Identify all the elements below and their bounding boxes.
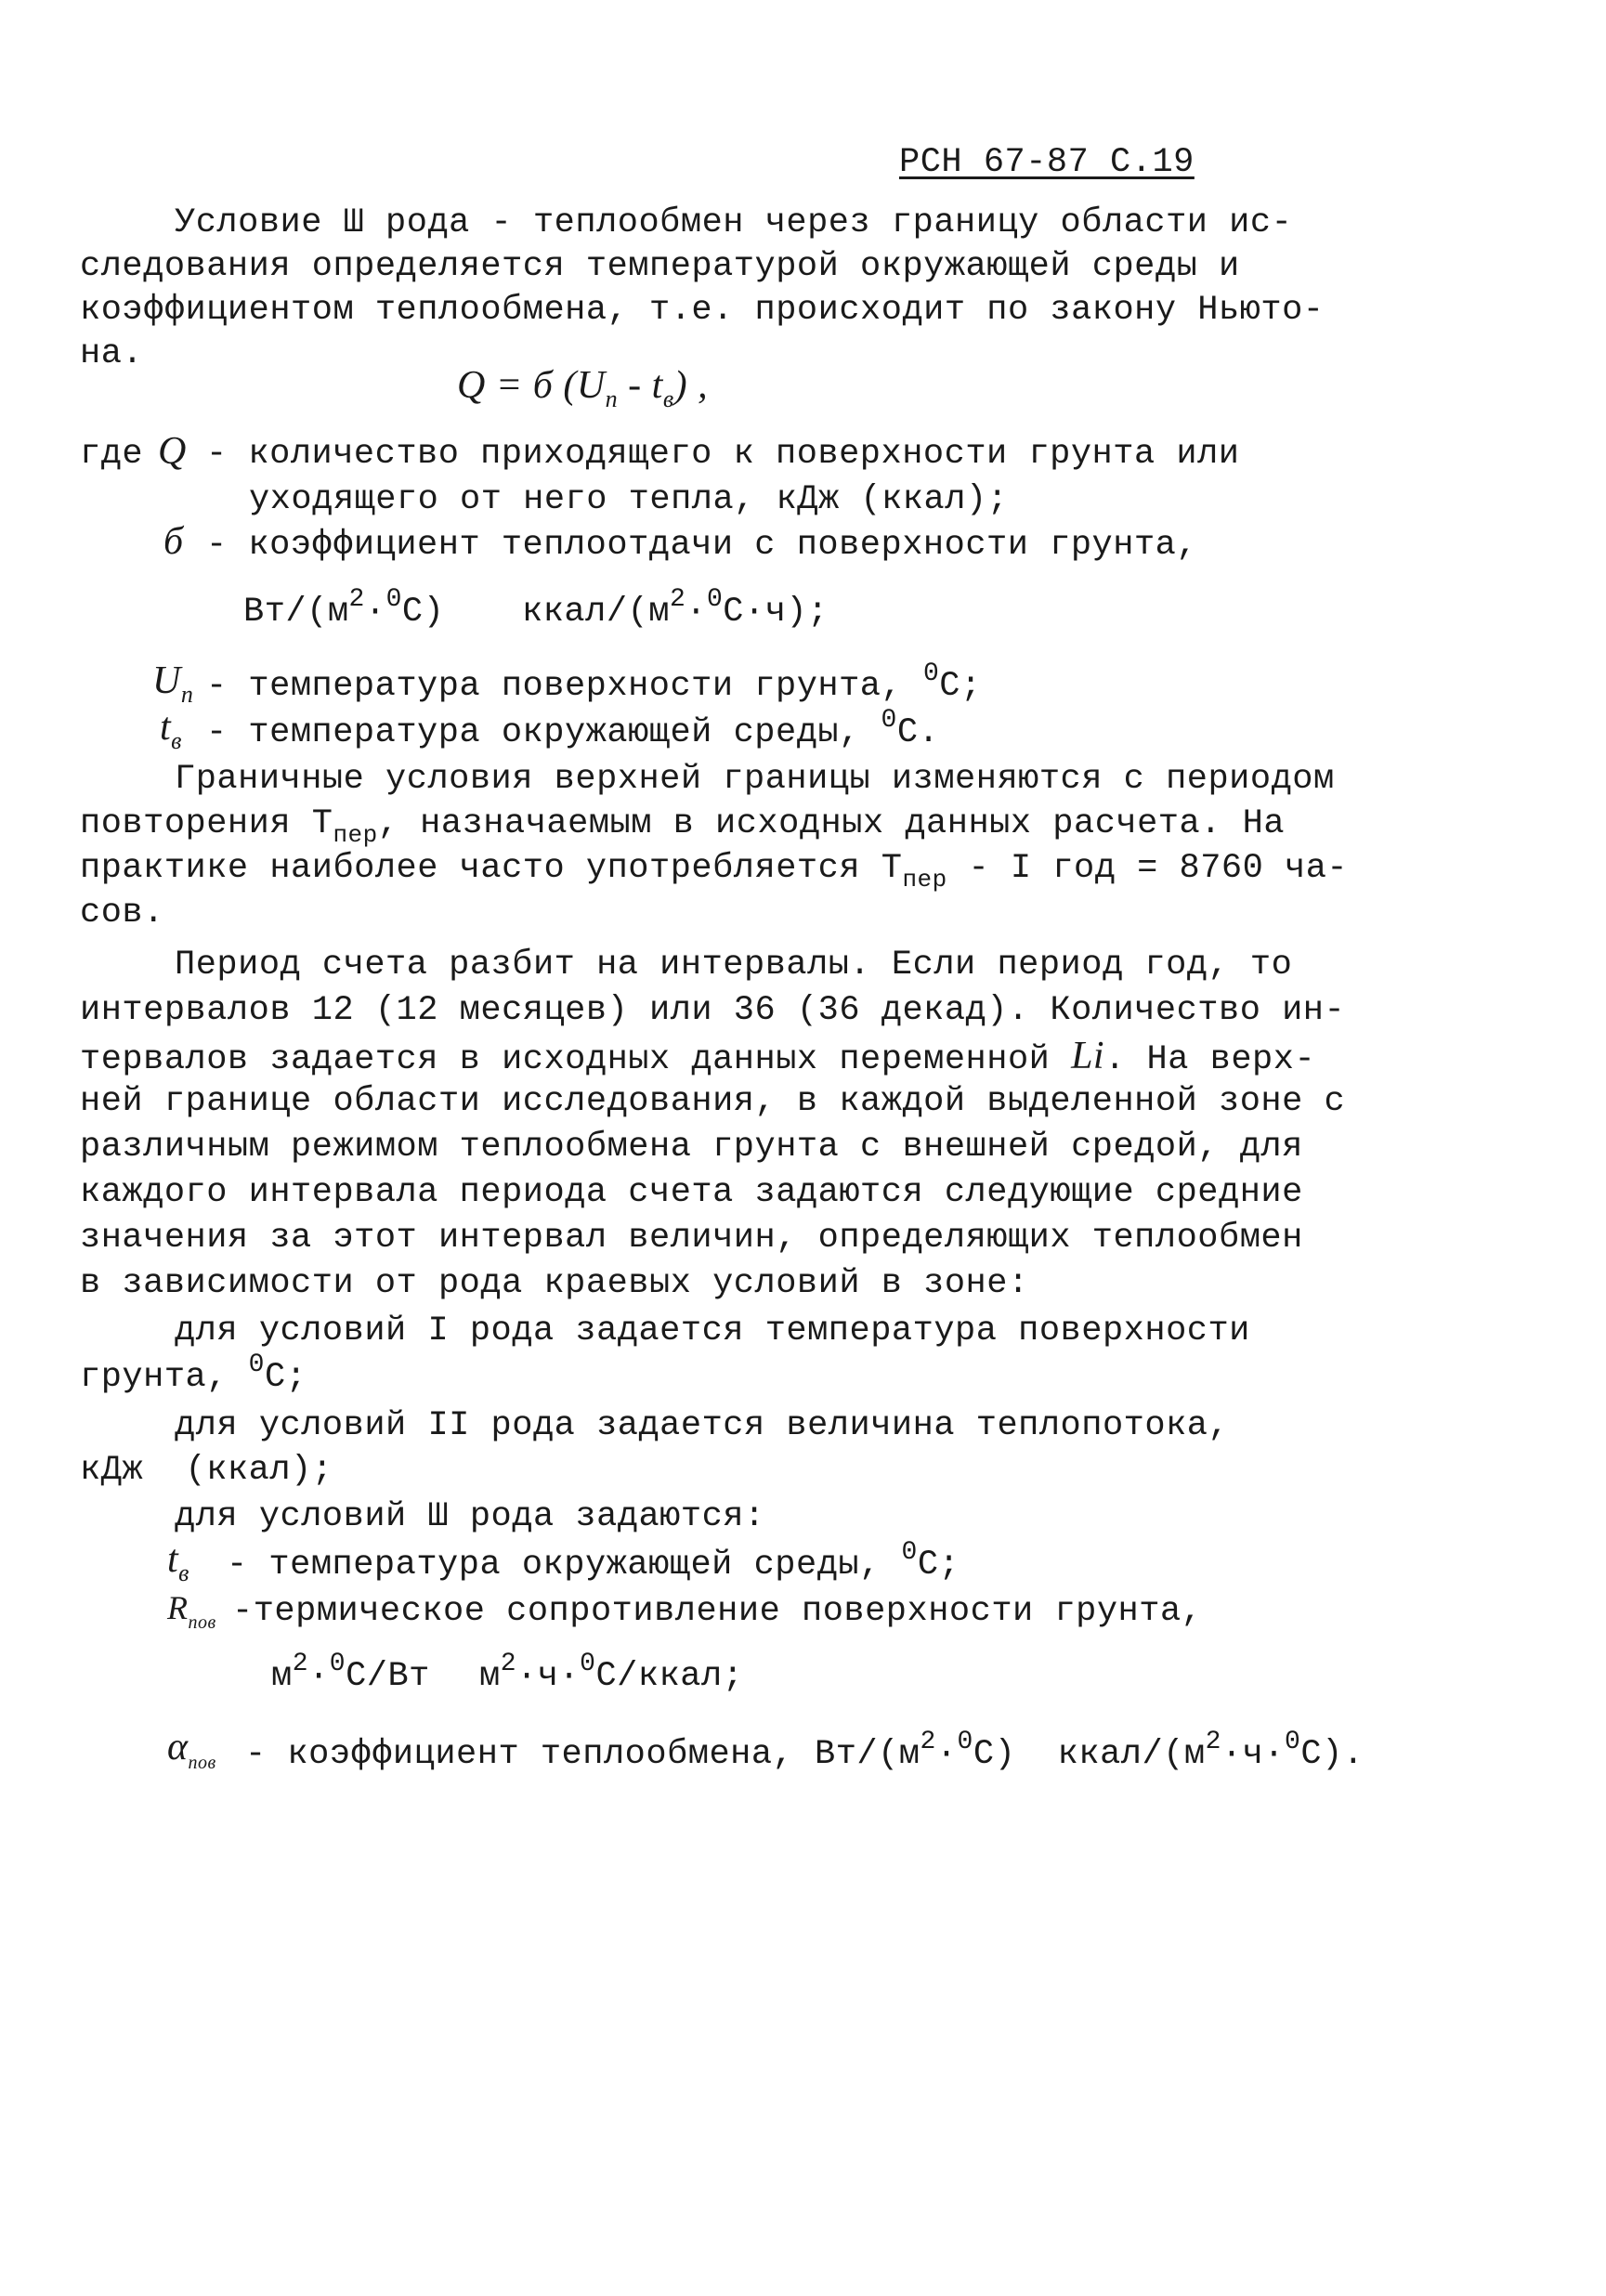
para1-line1: Условие Ш рода - теплообмен через границу области ис- <box>175 203 1293 242</box>
def-q-line1: - количество приходящего к поверхности грунта или <box>206 435 1240 474</box>
def-alpha-unit-si: $Вт/(м^2\cdot^0С)$ <box>243 585 445 632</box>
formula-alpha: б <box>532 364 554 407</box>
cond3-t-line: - температура окружающей среды, $^0$С; <box>227 1538 960 1585</box>
cond1-line2: грунта, $^0$С; <box>80 1350 307 1397</box>
para2-line4: сов. <box>80 894 164 933</box>
para3-line8: в зависимости от рода краевых условий в зоне: <box>80 1264 1029 1303</box>
cond2-line1: для условий II рода задается величина теплопотока, <box>175 1406 1230 1445</box>
formula-open: ( <box>553 364 577 407</box>
def-q-symbol: Q <box>158 430 187 473</box>
formula-eq: = <box>485 364 533 407</box>
def-t-symbol: $t_в$ <box>160 706 182 754</box>
cond3-r-unit-si: $м^2\cdot^0С/Вт$ <box>271 1650 430 1696</box>
cond3-a-line: - коэффициент теплообмена, $Вт/(м^2\cdot^0С)$ ккал/$(м^2\cdot ч\cdot^0С)$. <box>245 1728 1364 1774</box>
formula-t-sub: в <box>662 385 674 412</box>
cond3-r-unit-kcal: $м^2\cdot ч\cdot^0С$/ккал; <box>479 1650 744 1696</box>
def-t-line: - температура окружающей среды, $^0$С. <box>206 706 940 752</box>
formula-minus: - <box>618 364 652 407</box>
formula-t: t <box>651 364 663 407</box>
para3-line7: значения за этот интервал величин, определяющих теплообмен <box>80 1219 1303 1258</box>
formula-u-sub: п <box>605 385 619 412</box>
para2-line1: Граничные условия верхней границы изменяются с периодом <box>175 760 1335 799</box>
cond2-line2: кДж (ккал); <box>80 1451 333 1490</box>
para1-line3: коэффициентом теплообмена, т.е. происходит по закону Ньюто- <box>80 291 1325 330</box>
para3-line2: интервалов 12 (12 месяцев) или 36 (36 декад). Количество ин- <box>80 991 1346 1030</box>
cond3-t-symbol: $t_в$ <box>167 1538 189 1586</box>
cond3-line1: для условий Ш рода задаются: <box>175 1497 765 1536</box>
para3-line5: различным режимом теплообмена грунта с внешней средой, для <box>80 1128 1303 1167</box>
para3-line6: каждого интервала периода счета задаются следующие средние <box>80 1173 1303 1212</box>
cond3-a-symbol: $\alpha_{пов}$ <box>167 1726 216 1773</box>
formula-q: Q <box>457 364 486 407</box>
def-gde: где <box>80 435 144 474</box>
formula <box>457 364 708 411</box>
cond3-r-symbol: $R_{пов}$ <box>167 1589 216 1633</box>
para2-line3: практике наиболее часто употребляется $Т_{пер}$ - I год = 8760 ча- <box>80 849 1349 894</box>
para3-line3: тервалов задается в исходных данных переменной Li. На верх- <box>80 1035 1316 1079</box>
def-alpha-unit-kcal: ккал/$(м^2\cdot^0С\cdot ч)$; <box>522 585 829 632</box>
variable-li: Li <box>1071 1035 1105 1077</box>
para1-line4: на. <box>80 334 144 373</box>
para3-line4: ней границе области исследования, в каждой выделенной зоне с <box>80 1082 1346 1121</box>
para2-line2: повторения $Т_{пер}$, назначаемым в исходных данных расчета. На <box>80 804 1286 849</box>
cond1-line1: для условий I рода задается температура поверхности <box>175 1311 1250 1350</box>
page-header: РСН 67-87 С.19 <box>899 143 1195 182</box>
cond3-r-line: -термическое сопротивление поверхности грунта, <box>232 1592 1203 1631</box>
def-alpha-line1: - коэффициент теплоотдачи с поверхности грунта, <box>206 526 1198 565</box>
formula-u: U <box>576 364 606 407</box>
def-q-line2: уходящего от него тепла, кДж (ккал); <box>249 480 1009 519</box>
def-alpha-symbol: б <box>163 520 184 563</box>
def-u-line: - температура поверхности грунта, $^0$С; <box>206 659 982 706</box>
def-u-symbol: $U_п$ <box>152 659 194 708</box>
para1-line2: следования определяется температурой окружающей среды и <box>80 247 1240 286</box>
para3-line1: Период счета разбит на интервалы. Если период год, то <box>175 946 1293 985</box>
formula-close: ) , <box>673 364 709 407</box>
